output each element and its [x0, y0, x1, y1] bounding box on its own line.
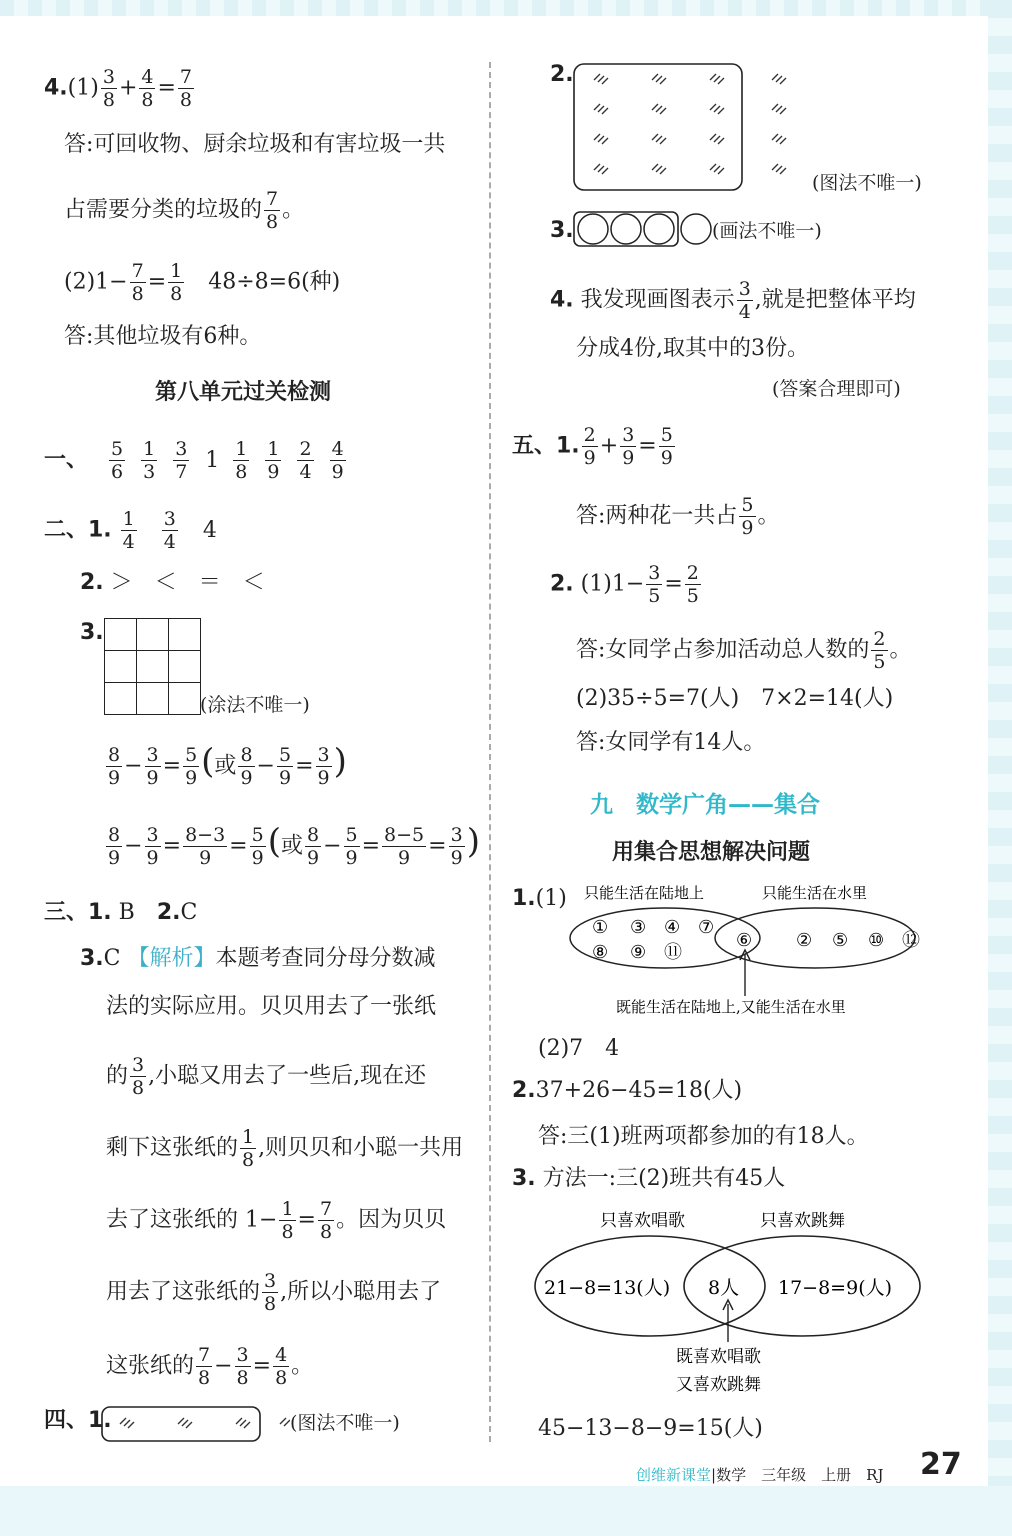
column-divider — [489, 62, 491, 1442]
r5-2: 2. (1)1− $\frac{3}{5}$ = $\frac{2}{5}$ — [550, 562, 699, 607]
s1-item: $\frac{5}{6}$ — [111, 438, 124, 483]
grass-icon — [594, 104, 608, 114]
r2-grass-diagram — [572, 62, 802, 194]
unit9-title: 九 数学广角——集合 — [590, 792, 820, 818]
svg-text:③: ③ — [630, 917, 647, 938]
svg-text:⑧: ⑧ — [592, 942, 609, 963]
grass-icon — [710, 164, 724, 174]
grass-icon — [652, 104, 666, 114]
svg-text:⑤: ⑤ — [832, 930, 849, 951]
svg-text:只能生活在水里: 只能生活在水里 — [762, 884, 868, 902]
grass-icon — [652, 164, 666, 174]
s1-item: $\frac{4}{9}$ — [331, 438, 344, 483]
page-number: 27 — [920, 1447, 962, 1482]
section-title: 第八单元过关检测 — [155, 380, 332, 405]
s1-item: 1 — [205, 447, 220, 473]
v1-part2: (2)7 4 — [538, 1036, 620, 1061]
s3-3-line1: 3.C 【解析】本题考查同分母分数减 — [80, 946, 436, 971]
r4-line2: 分成4份,取其中的3份。 — [576, 336, 809, 361]
s3-1-2: 三、1. B 2.C — [44, 900, 198, 925]
v2: 2.37+26−45=18(人) — [512, 1078, 743, 1103]
s1-item: $\frac{1}{3}$ — [143, 438, 156, 483]
q4-part2: (2)1− $\frac{7}{8}$ = $\frac{1}{8}$ 48÷8=6(种) — [64, 260, 341, 305]
grass-icon — [594, 164, 608, 174]
svg-text:⑪: ⑪ — [664, 942, 682, 963]
svg-text:①: ① — [592, 917, 609, 938]
svg-text:⑫: ⑫ — [902, 930, 920, 951]
svg-text:⑦: ⑦ — [698, 917, 715, 938]
s3-3-line4: 剩下这张纸的 $\frac{1}{8}$ ,则贝贝和小聪一共用 — [106, 1126, 464, 1171]
top-border — [0, 0, 1012, 16]
r4-note: (答案合理即可) — [772, 378, 901, 400]
r2-note: (图法不唯一) — [812, 172, 922, 194]
q4-answer1-line2: 占需要分类的垃圾的 $\frac{7}{8}$ 。 — [64, 188, 305, 233]
footer-info: 创维新课堂|数学 三年级 上册 RJ — [636, 1466, 884, 1484]
svg-text:既喜欢唱歌: 既喜欢唱歌 — [676, 1347, 761, 1367]
r3-circles-diagram — [572, 210, 712, 250]
q4-part1: 4.(1) $\frac{3}{8}$ + $\frac{4}{8}$ = $\frac{7}{8}$ — [44, 66, 192, 111]
s1-item: $\frac{1}{8}$ — [235, 438, 248, 483]
r5-2-answer: 答:女同学占参加活动总人数的 $\frac{2}{5}$ 。 — [576, 628, 912, 673]
s3-3-line7: 这张纸的 $\frac{7}{8}$ − $\frac{3}{8}$ = $\frac{4}{8}$ 。 — [106, 1344, 314, 1389]
s3-3-line5: 去了这张纸的 1− $\frac{1}{8}$ = $\frac{7}{8}$ 。因为贝贝 — [106, 1198, 447, 1243]
grass-icon — [652, 74, 666, 84]
venn-diagram-2 — [530, 1206, 930, 1406]
r3-label: 3. — [550, 218, 574, 243]
s4-1-label: 四、1. — [44, 1408, 112, 1433]
q4-answer2: 答:其他垃圾有6种。 — [64, 324, 262, 349]
s3-3-line3: 的 $\frac{3}{8}$ ,小聪又用去了一些后,现在还 — [106, 1054, 427, 1099]
s4-grass-diagram — [100, 1404, 290, 1444]
r5-1: 五、1. $\frac{2}{9}$ + $\frac{3}{9}$ = $\frac{5}{9}$ — [512, 424, 673, 469]
s1-item: $\frac{3}{7}$ — [175, 438, 188, 483]
r5-1-answer: 答:两种花一共占 $\frac{5}{9}$ 。 — [576, 494, 780, 539]
svg-text:②: ② — [796, 930, 813, 951]
shading-grid — [104, 618, 201, 715]
s1-item: $\frac{2}{4}$ — [299, 438, 312, 483]
r5-2-answer2: 答:女同学有14人。 — [576, 730, 766, 755]
s3-3-line6: 用去了这张纸的 $\frac{3}{8}$ ,所以小聪用去了 — [106, 1270, 442, 1315]
r2-label: 2. — [550, 62, 574, 87]
svg-text:④: ④ — [664, 917, 681, 938]
svg-text:只喜欢唱歌: 只喜欢唱歌 — [600, 1211, 685, 1231]
svg-text:只能生活在陆地上: 只能生活在陆地上 — [584, 884, 705, 902]
svg-text:⑥: ⑥ — [736, 930, 753, 951]
grass-icon — [710, 134, 724, 144]
svg-text:17−8=9(人): 17−8=9(人) — [778, 1277, 893, 1299]
s4-note: (图法不唯一) — [290, 1412, 400, 1434]
s3-3-line2: 法的实际应用。贝贝用去了一张纸 — [106, 994, 437, 1019]
svg-text:8人: 8人 — [708, 1277, 740, 1299]
svg-text:21−8=13(人): 21−8=13(人) — [544, 1277, 671, 1299]
v3-final: 45−13−8−9=15(人) — [538, 1416, 763, 1441]
v3: 3. 方法一:三(2)班共有45人 — [512, 1166, 786, 1191]
bottom-border — [0, 1486, 1012, 1536]
svg-text:⑨: ⑨ — [630, 942, 647, 963]
q4-answer1-line1: 答:可回收物、厨余垃圾和有害垃圾一共 — [64, 132, 446, 157]
svg-text:⑩: ⑩ — [868, 930, 885, 951]
s2-2: 2. ＞ ＜ ＝ ＜ — [80, 570, 265, 595]
svg-text:只喜欢跳舞: 只喜欢跳舞 — [760, 1211, 845, 1231]
s2-1: 二、1. $\frac{1}{4}$ $\frac{3}{4}$ 4 — [44, 508, 217, 553]
grass-icon — [710, 104, 724, 114]
svg-text:既能生活在陆地上,又能生活在水里: 既能生活在陆地上,又能生活在水里 — [616, 998, 846, 1016]
r5-2-part2: (2)35÷5=7(人) 7×2=14(人) — [576, 686, 894, 711]
s1-row: 一、 $\frac{5}{6}$ $\frac{1}{3}$ $\frac{3}{7}$ 1 $\frac{1}{8}$ $\frac{1}{9}$ $\frac{2}{4}$ $\frac{4}{9}$ — [44, 438, 344, 483]
grass-icon — [652, 134, 666, 144]
svg-text:又喜欢跳舞: 又喜欢跳舞 — [676, 1375, 761, 1395]
grass-icon — [594, 74, 608, 84]
right-border — [988, 0, 1012, 1536]
s1-item: $\frac{1}{9}$ — [267, 438, 280, 483]
s2-3-label: 3. — [80, 620, 104, 645]
grass-icon — [594, 134, 608, 144]
venn-diagram-1 — [560, 878, 940, 1018]
grass-icon — [772, 134, 786, 144]
grass-icon — [772, 164, 786, 174]
equation-1: $\frac{8}{9}$ − $\frac{3}{9}$ = $\frac{5}{9}$ (或 $\frac{8}{9}$ − $\frac{5}{9}$ = $\frac{3}{9}$ ) — [108, 741, 347, 789]
v2-answer: 答:三(1)班两项都参加的有18人。 — [538, 1124, 869, 1149]
s2-3-note: (涂法不唯一) — [200, 694, 310, 716]
r3-note: (画法不唯一) — [712, 220, 822, 242]
unit9-subtitle: 用集合思想解决问题 — [612, 840, 811, 865]
v1-label: 1.(1) — [512, 886, 567, 911]
grass-icon — [772, 104, 786, 114]
r4-line1: 4. 我发现画图表示 $\frac{3}{4}$ ,就是把整体平均 — [550, 278, 916, 323]
equation-2: $\frac{8}{9}$ − $\frac{3}{9}$ = $\frac{8-3}{9}$ = $\frac{5}{9}$ (或 $\frac{8}{9}$ − $\frac{5}{9}$ = $\frac{8-5}{9}$ = $\frac{3}{9}$ ) — [108, 821, 480, 869]
grass-icon — [772, 74, 786, 84]
grass-icon — [710, 74, 724, 84]
